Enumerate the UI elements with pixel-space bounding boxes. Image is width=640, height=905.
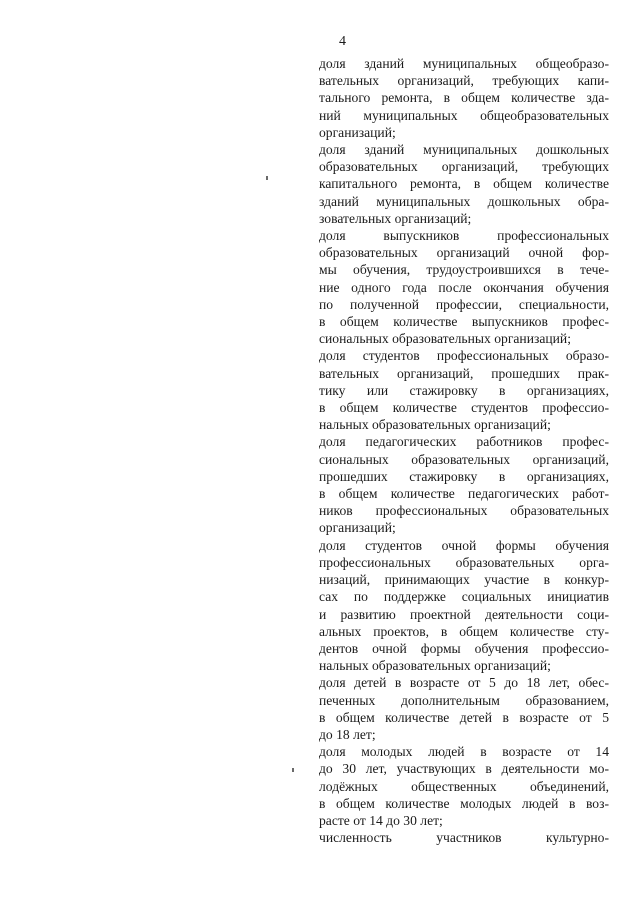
- text-line: доля студентов очной формы обучения: [319, 537, 609, 553]
- scan-speck: [292, 768, 294, 772]
- paragraph: [319, 141, 609, 227]
- text-column: [319, 55, 609, 846]
- text-line: доля детей в возрасте от 5 до 18 лет, обес-: [319, 675, 609, 691]
- text-line: ников профессиональных образовательных: [319, 503, 609, 519]
- text-line: прошедших стажировку в организациях,: [319, 468, 609, 484]
- paragraph: [319, 743, 609, 829]
- text-line: по полученной профессии, специальности,: [319, 296, 609, 312]
- scan-speck: [266, 176, 268, 180]
- text-line: сиональных образовательных организаций;: [319, 331, 571, 347]
- paragraph: [319, 55, 609, 141]
- text-line: тику или стажировку в организациях,: [319, 382, 609, 398]
- text-line: лодёжных общественных объединений,: [319, 778, 609, 794]
- text-line: зданий муниципальных дошкольных обра-: [319, 193, 609, 209]
- text-line: в общем количестве молодых людей в воз-: [319, 795, 609, 811]
- text-line: дентов очной формы обучения профессио-: [319, 640, 609, 656]
- text-line: альных проектов, в общем количестве сту-: [319, 623, 609, 639]
- text-line: в общем количестве педагогических работ-: [319, 486, 609, 502]
- text-line: расте от 14 до 30 лет;: [319, 812, 443, 828]
- text-line: образовательных организаций, требующих: [319, 159, 609, 175]
- text-line: доля молодых людей в возрасте от 14: [319, 744, 609, 760]
- text-line: доля педагогических работников профес-: [319, 434, 609, 450]
- text-line: тального ремонта, в общем количестве зда-: [319, 90, 609, 106]
- paragraph: [319, 674, 609, 743]
- text-line: образовательных организаций очной фор-: [319, 245, 609, 261]
- text-line: зовательных организаций;: [319, 210, 472, 226]
- text-line: профессиональных образовательных орга-: [319, 554, 609, 570]
- text-line: до 30 лет, участвующих в деятельности мо-: [319, 761, 609, 777]
- text-line: нальных образовательных организаций;: [319, 658, 551, 674]
- text-line: низаций, принимающих участие в конкур-: [319, 572, 609, 588]
- paragraph: [319, 347, 609, 433]
- text-line: доля зданий муниципальных общеобразо-: [319, 56, 609, 71]
- text-line: до 18 лет;: [319, 726, 376, 742]
- text-line: численность участников культурно-: [319, 830, 609, 846]
- text-line: сах по поддержке социальных инициатив: [319, 589, 609, 605]
- text-line: вательных организаций, требующих капи-: [319, 73, 609, 89]
- text-line: в общем количестве выпускников профес-: [319, 314, 609, 330]
- page-number: 4: [339, 34, 346, 49]
- text-line: печенных дополнительным образованием,: [319, 692, 609, 708]
- paragraph: [319, 433, 609, 536]
- text-line: организаций;: [319, 520, 396, 536]
- text-line: доля выпускников профессиональных: [319, 228, 609, 244]
- text-line: в общем количестве детей в возрасте от 5: [319, 709, 609, 725]
- text-line: сиональных образовательных организаций,: [319, 451, 609, 467]
- paragraph: [319, 829, 609, 846]
- text-line: ние одного года после окончания обучения: [319, 279, 609, 295]
- text-line: организаций;: [319, 124, 396, 140]
- text-line: доля студентов профессиональных образо-: [319, 348, 609, 364]
- text-line: доля зданий муниципальных дошкольных: [319, 142, 609, 158]
- paragraph: [319, 227, 609, 347]
- text-line: капитального ремонта, в общем количестве: [319, 176, 609, 192]
- text-line: и развитию проектной деятельности соци-: [319, 606, 609, 622]
- text-line: ний муниципальных общеобразовательных: [319, 107, 609, 123]
- text-line: в общем количестве студентов профессио-: [319, 400, 609, 416]
- text-line: нальных образовательных организаций;: [319, 417, 551, 433]
- paragraph: [319, 537, 609, 675]
- text-line: мы обучения, трудоустроившихся в тече-: [319, 262, 609, 278]
- text-line: вательных организаций, прошедших прак-: [319, 365, 609, 381]
